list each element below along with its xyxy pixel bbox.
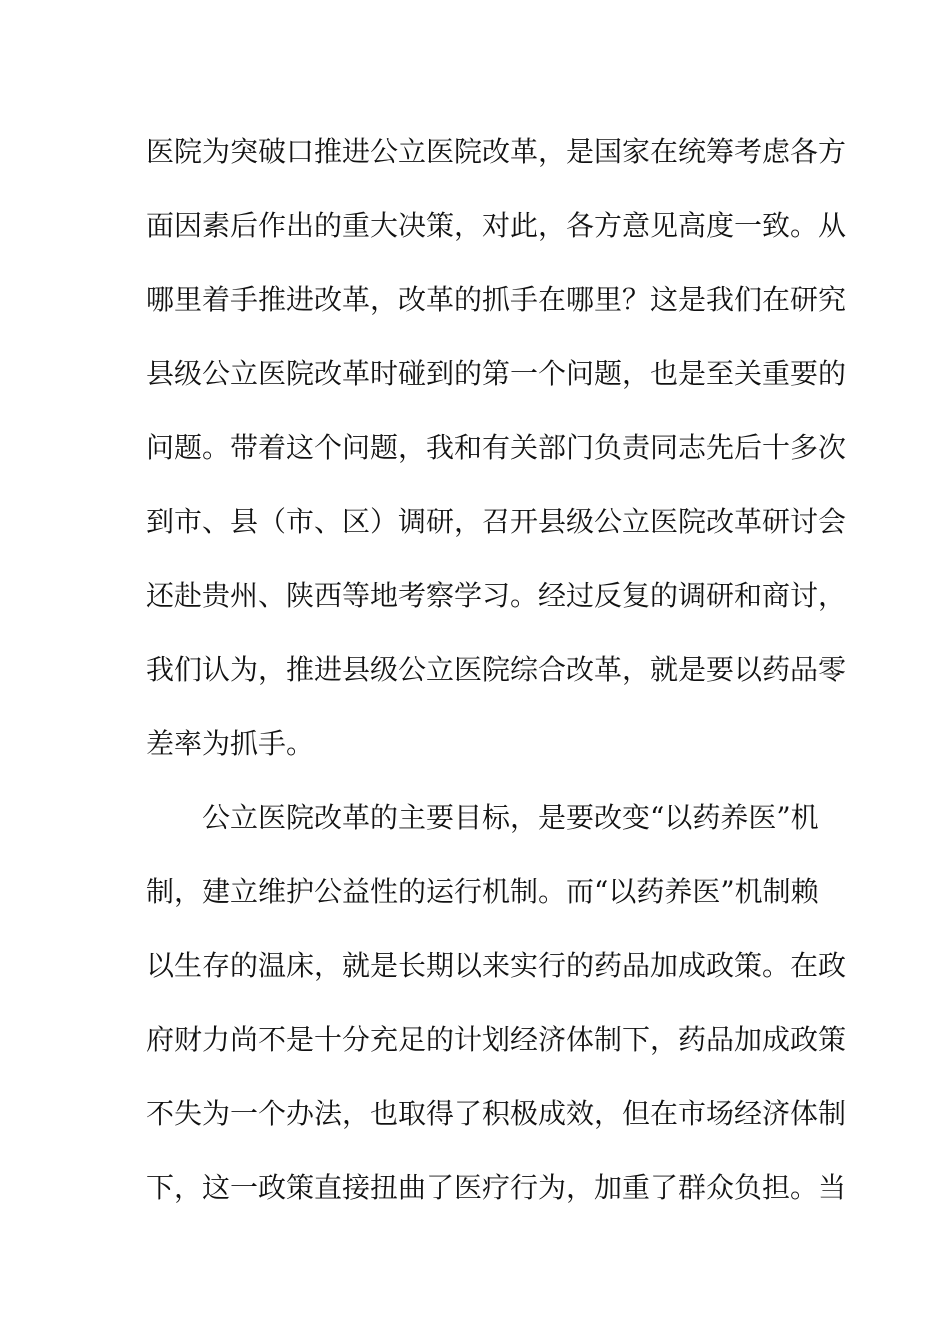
text-line-12: 以生存的温床，就是长期以来实行的药品加成政策。在政 xyxy=(146,949,847,982)
text-line-13: 府财力尚不是十分充足的计划经济体制下，药品加成政策 xyxy=(146,1023,847,1056)
text-line-11: 制，建立维护公益性的运行机制。而“以药养医”机制赖 xyxy=(146,875,819,908)
text-line-5: 问题。带着这个问题，我和有关部门负责同志先后十多次 xyxy=(146,431,847,464)
text-line-10: 公立医院改革的主要目标，是要改变“以药养医”机 xyxy=(202,801,819,834)
text-line-3: 哪里着手推进改革，改革的抓手在哪里？这是我们在研究 xyxy=(146,283,847,316)
text-line-1: 医院为突破口推进公立医院改革，是国家在统筹考虑各方 xyxy=(146,135,847,168)
text-line-2: 面因素后作出的重大决策，对此，各方意见高度一致。从 xyxy=(146,209,847,242)
text-line-4: 县级公立医院改革时碰到的第一个问题，也是至关重要的 xyxy=(146,357,847,390)
text-line-15: 下，这一政策直接扭曲了医疗行为，加重了群众负担。当 xyxy=(146,1171,847,1204)
text-line-6: 到市、县（市、区）调研，召开县级公立医院改革研讨会 xyxy=(146,505,847,538)
text-line-7: 还赴贵州、陕西等地考察学习。经过反复的调研和商讨， xyxy=(146,579,847,612)
text-line-9: 差率为抓手。 xyxy=(146,727,315,760)
text-line-8: 我们认为，推进县级公立医院综合改革，就是要以药品零 xyxy=(146,653,847,686)
text-line-14: 不失为一个办法，也取得了积极成效，但在市场经济体制 xyxy=(146,1097,847,1130)
